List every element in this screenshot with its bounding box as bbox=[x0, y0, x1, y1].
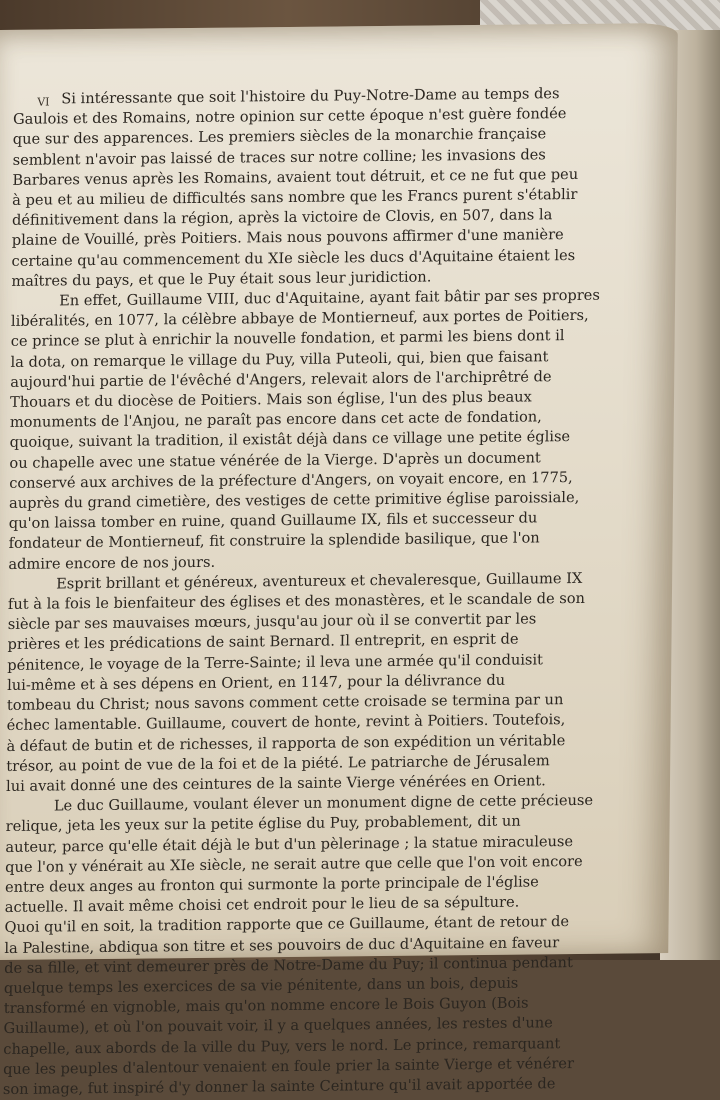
text-line: Barbares venus après les Romains, avaient tout détruit, et ce ne fut que peu bbox=[12, 165, 579, 189]
text-line: lui-même et à ses dépens en Orient, en 1147, pour la délivrance du bbox=[7, 671, 506, 694]
text-line: conservé aux archives de la préfecture d'Angers, on voyait encore, en 1775, bbox=[9, 468, 573, 492]
text-line: à peu et au milieu de difficultés sans nombre que les Francs purent s'établir bbox=[12, 185, 578, 209]
text-line: définitivement dans la région, après la victoire de Clovis, en 507, dans la bbox=[11, 206, 553, 230]
text-line: certaine qu'au commencement du XIe siècle les ducs d'Aquitaine étaient les bbox=[11, 246, 576, 270]
text-line: auprès du grand cimetière, des vestiges de cette primitive église paroissiale, bbox=[8, 489, 580, 512]
text-line: ce prince se plut à enrichir la nouvelle fondation, et parmi les biens dont il bbox=[10, 327, 565, 351]
text-line: fondateur de Montierneuf, fit construire la splendide basilique, que l'on bbox=[8, 529, 540, 553]
text-line: quelque temps les exercices de sa vie pénitente, dans un bois, depuis bbox=[3, 974, 519, 997]
text-line: la dota, on remarque le village du Puy, villa Puteoli, qui, bien que faisant bbox=[10, 347, 549, 371]
text-line: monuments de l'Anjou, ne paraît pas encore dans cet acte de fondation, bbox=[9, 408, 542, 432]
text-line: fut à la fois le bienfaiteur des églises et des monastères, et le scandale de son bbox=[7, 589, 586, 614]
text-line: entre deux anges au fronton qui surmonte la porte principale de l'église bbox=[4, 873, 539, 896]
text-line: actuelle. Il avait même choisi cet endroit pour le lieu de sa sépulture. bbox=[4, 893, 520, 917]
text-line: En effet, Guillaume VIII, duc d'Aquitaine, ayant fait bâtir par ses propres bbox=[59, 286, 600, 310]
text-line: relique, jeta les yeux sur la petite église du Puy, probablement, dit un bbox=[5, 812, 521, 836]
text-line: trésor, au point de vue de la foi et de la piété. Le patriarche de Jérusalem bbox=[6, 751, 550, 775]
page-number: VI bbox=[37, 95, 50, 109]
text-line: que l'on y vénérait au XIe siècle, ne serait autre que celle que l'on voit encore bbox=[5, 852, 583, 876]
text-line: siècle par ses mauvaises mœurs, jusqu'au jour où il se convertit par les bbox=[7, 610, 537, 634]
text-line: échec lamentable. Guillaume, couvert de honte, revint à Poitiers. Toutefois, bbox=[6, 711, 566, 735]
text-line: Esprit brillant et généreux, aventureux et chevaleresque, Guillaume IX bbox=[56, 569, 583, 593]
body-text bbox=[3, 83, 662, 1100]
text-line: ou chapelle avec une statue vénérée de la Vierge. D'après un document bbox=[9, 449, 541, 472]
text-line: quoique, suivant la tradition, il existât déjà dans ce village une petite église bbox=[9, 428, 571, 452]
book-page bbox=[0, 23, 678, 1098]
text-line: que les peuples d'alentour venaient en foule prier la sainte Vierge et vénérer bbox=[3, 1054, 575, 1078]
text-line: admire encore de nos jours. bbox=[8, 553, 216, 573]
text-line: son image, fut inspiré d'y donner la sainte Ceinture qu'il avait apportée de bbox=[2, 1075, 556, 1098]
text-line: maîtres du pays, et que le Puy était sous leur juridiction. bbox=[11, 268, 432, 290]
text-line: Quoi qu'il en soit, la tradition rapporte que ce Guillaume, étant de retour de bbox=[4, 913, 570, 937]
text-line: libéralités, en 1077, la célèbre abbaye de Montierneuf, aux portes de Poitiers, bbox=[10, 307, 589, 331]
text-line: plaine de Vouillé, près Poitiers. Mais nous pouvons affirmer d'une manière bbox=[11, 226, 564, 250]
text-line: semblent n'avoir pas laissé de traces sur notre colline; les invasions des bbox=[12, 145, 546, 169]
text-line: chapelle, aux abords de la ville du Puy, vers le nord. Le prince, remarquant bbox=[3, 1034, 561, 1058]
text-line: la Palestine, abdiqua son titre et ses pouvoirs de duc d'Aquitaine en faveur bbox=[4, 933, 560, 957]
text-line: aujourd'hui partie de l'évêché d'Angers, relevait alors de l'archiprêtré de bbox=[10, 368, 552, 391]
text-line: Gaulois et des Romains, notre opinion sur cette époque n'est guère fondée bbox=[12, 105, 567, 129]
text-line: lui avait donné une des ceintures de la sainte Vierge vénérées en Orient. bbox=[5, 772, 546, 795]
text-line: Thouars et du diocèse de Poitiers. Mais son église, l'un des plus beaux bbox=[10, 388, 532, 411]
text-line: tombeau du Christ; nous savons comment cette croisade se termina par un bbox=[6, 691, 564, 715]
text-line: de sa fille, et vint demeurer près de Notre-Dame du Puy; il continua pendant bbox=[4, 953, 573, 977]
text-line: auteur, parce qu'elle était déjà le but d'un pèlerinage ; la statue miraculeuse bbox=[5, 832, 574, 856]
text-line: que sur des apparences. Les premiers siècles de la monarchie française bbox=[12, 125, 547, 149]
text-line: Le duc Guillaume, voulant élever un monument digne de cette précieuse bbox=[53, 791, 594, 815]
text-line: qu'on laissa tomber en ruine, quand Guillaume IX, fils et successeur du bbox=[8, 509, 538, 533]
text-line: Guillaume), et où l'on pouvait voir, il y a quelques années, les restes d'une bbox=[3, 1014, 553, 1038]
text-line: pénitence, le voyage de la Terre-Sainte; il leva une armée qu'il conduisit bbox=[7, 651, 544, 674]
text-line: transformé en vignoble, mais qu'on nomme encore le Bois Guyon (Bois bbox=[3, 994, 529, 1018]
text-line: prières et les prédications de saint Bernard. Il entreprit, en esprit de bbox=[7, 631, 519, 654]
text-line: à défaut de butin et de richesses, il rapporta de son expédition un véritable bbox=[6, 731, 566, 755]
text-line: Si intéressante que soit l'histoire du Puy-Notre-Dame au temps des bbox=[61, 85, 560, 108]
